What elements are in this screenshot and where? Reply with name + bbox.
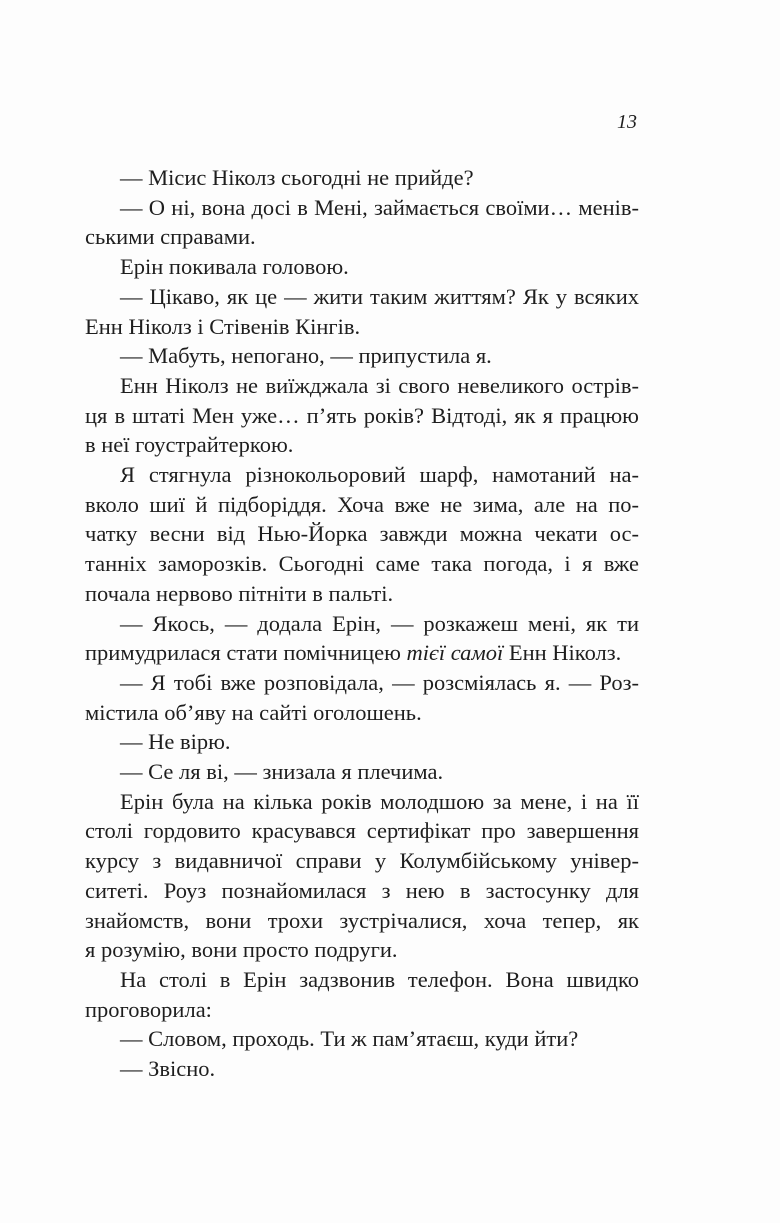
- text-line: [85, 222, 639, 252]
- page-number: 13: [617, 111, 637, 133]
- text-line: [85, 609, 639, 639]
- paragraph: [85, 668, 639, 727]
- text-line: [85, 549, 639, 579]
- text-line: [85, 490, 639, 520]
- text-line: [85, 995, 639, 1025]
- paragraph: [85, 163, 639, 193]
- text-run: — Якось, — додала Ерін, — розкажеш мені, як ти: [120, 610, 639, 636]
- text-line: [85, 252, 639, 282]
- text-run: — Я тобі вже розповідала, — розсміялась я. — Роз-: [120, 669, 639, 695]
- text-line: [85, 282, 639, 312]
- text-line: [85, 1054, 639, 1084]
- text-run: примудрилася стати помічницею: [85, 640, 407, 666]
- text-run: — О ні, вона досі в Мені, займається своїми… менів-: [120, 194, 639, 220]
- paragraph: [85, 282, 639, 341]
- text-line: [85, 698, 639, 728]
- text-line: [85, 193, 639, 223]
- text-line: [85, 846, 639, 876]
- text-run: столі гордовито красувався сертифікат про завершення: [85, 818, 639, 844]
- text-run: знайомств, вони трохи зустрічалися, хоча тепер, як: [85, 907, 639, 933]
- text-line: [85, 579, 639, 609]
- text-run: — Словом, проходь. Ти ж пам’ятаєш, куди йти?: [120, 1026, 579, 1052]
- text-line: [85, 787, 639, 817]
- paragraph: [85, 252, 639, 282]
- text-line: [85, 1024, 639, 1054]
- text-run: вколо шиї й підборіддя. Хоча вже не зима, але на по-: [85, 491, 639, 517]
- paragraph: [85, 727, 639, 757]
- text-run: в неї гоустрайтеркою.: [85, 432, 294, 458]
- text-run: ситеті. Роуз познайомилася з нею в застосунку для: [85, 877, 639, 903]
- text-line: [85, 668, 639, 698]
- text-line: [85, 876, 639, 906]
- text-run: Енн Ніколз.: [503, 640, 622, 666]
- paragraph: [85, 1024, 639, 1054]
- paragraph: [85, 965, 639, 1024]
- text-run: — Не вірю.: [120, 729, 231, 755]
- text-run: — Цікаво, як це — жити таким життям? Як у всяких: [120, 283, 639, 309]
- text-line: [85, 430, 639, 460]
- text-line: [85, 906, 639, 936]
- text-line: [85, 401, 639, 431]
- text-block: [85, 163, 639, 1084]
- text-run: проговорила:: [85, 996, 212, 1022]
- text-run: я розумію, вони просто подруги.: [85, 937, 398, 963]
- text-line: [85, 757, 639, 787]
- text-run: ця в штаті Мен уже… п’ять років? Відтоді, як я працюю: [85, 402, 639, 428]
- paragraph: [85, 787, 639, 965]
- paragraph: [85, 371, 639, 460]
- text-line: [85, 460, 639, 490]
- paragraph: [85, 609, 639, 668]
- text-line: [85, 312, 639, 342]
- text-line: [85, 163, 639, 193]
- paragraph: [85, 757, 639, 787]
- text-run: ськими справами.: [85, 224, 256, 250]
- text-run: — Мабуть, непогано, — припустила я.: [120, 343, 492, 369]
- text-run: чатку весни від Нью-Йорка завжди можна чекати ос-: [85, 521, 639, 547]
- text-line: [85, 638, 639, 668]
- paragraph: [85, 341, 639, 371]
- text-run: Ерін покивала головою.: [120, 254, 349, 280]
- paragraph: [85, 1054, 639, 1084]
- text-run: Я стягнула різнокольоровий шарф, намотаний на-: [120, 462, 639, 488]
- text-run: Енн Ніколз і Стівенів Кінгів.: [85, 313, 361, 339]
- paragraph: [85, 193, 639, 252]
- text-line: [85, 965, 639, 995]
- text-line: [85, 816, 639, 846]
- text-run: — Се ля ві, — знизала я плечима.: [120, 759, 444, 785]
- text-line: [85, 371, 639, 401]
- text-run: — Місис Ніколз сьогодні не прийде?: [120, 165, 474, 190]
- text-run: курсу з видавничої справи у Колумбійському універ-: [85, 848, 639, 874]
- italic-text-run: тієї самої: [406, 640, 504, 666]
- text-line: [85, 935, 639, 965]
- text-line: [85, 519, 639, 549]
- text-run: На столі в Ерін задзвонив телефон. Вона швидко: [120, 966, 639, 992]
- text-line: [85, 341, 639, 371]
- text-run: Ерін була на кілька років молодшою за мене, і на її: [120, 788, 639, 814]
- text-run: почала нервово пітніти в пальті.: [85, 580, 394, 606]
- text-run: танніх заморозків. Сьогодні саме така погода, і я вже: [85, 551, 639, 577]
- text-line: [85, 727, 639, 757]
- text-run: — Звісно.: [120, 1056, 216, 1082]
- paragraph: [85, 460, 639, 609]
- text-run: містила об’яву на сайті оголошень.: [85, 699, 422, 725]
- text-run: Енн Ніколз не виїжджала зі свого невеликого острів-: [120, 372, 639, 398]
